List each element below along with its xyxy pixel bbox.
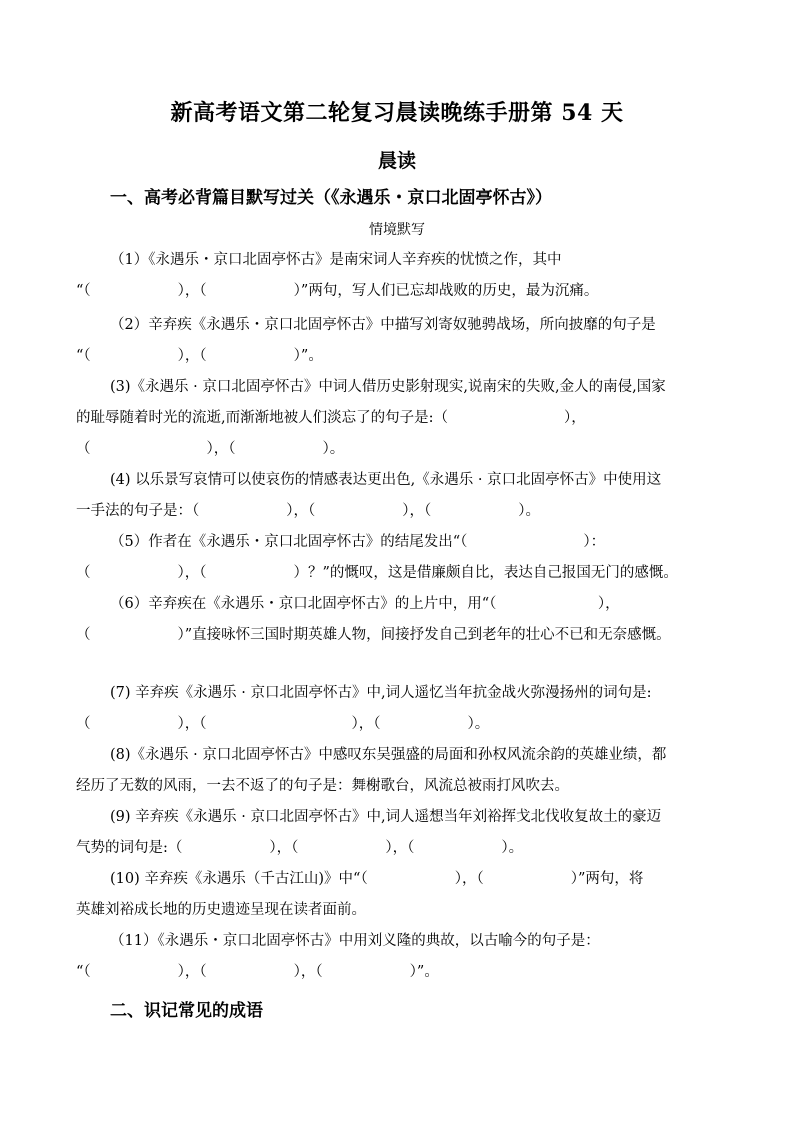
question-line: （5）作者在《永遇乐・京口北固亭怀古》的结尾发出“（ ）： [110, 534, 606, 550]
question-5 [76, 527, 731, 589]
question-line: （ ）”直接咏怀三国时期英雄人物，间接抒发自己到老年的壮心不已和无奈感慨。 [76, 627, 671, 643]
question-8 [76, 740, 731, 802]
question-6 [76, 589, 731, 651]
question-line: 英雄刘裕成长地的历史遗迹呈现在读者面前。 [76, 902, 366, 918]
question-line: （6）辛弃疾在《永遇乐・京口北固亭怀古》的上片中，用“（ ）， [110, 596, 620, 612]
question-line: （11）《永遇乐・京口北固亭怀古》中用刘义隆的典故，以古喻今的句子是： [110, 933, 600, 949]
section-2-heading: 二、识记常见的成语 [110, 1001, 263, 1021]
question-1 [76, 245, 731, 307]
question-line: (9) 辛弃疾《永遇乐 · 京口北固亭怀古》中,词人遥想当年刘裕挥戈北伐收复故土的豪迈 [110, 809, 662, 825]
section-1-heading: 一、高考必背篇目默写过关（《永遇乐・京口北固亭怀古》） [110, 188, 552, 208]
question-line: （ ），（ ），（ ）。 [76, 716, 490, 732]
question-line: 气势的词句是:（ ），（ ），（ ）。 [76, 840, 524, 856]
question-line: （2）辛弃疾《永遇乐・京口北固亭怀古》中描写刘寄奴驰骋战场，所向披靡的句子是 [110, 317, 656, 333]
question-9 [76, 802, 731, 864]
question-line: （ ），（ ）。 [76, 441, 345, 457]
question-line: 一手法的句子是：（ ），（ ），（ ）。 [76, 503, 540, 519]
question-line: (7) 辛弃疾《永遇乐 · 京口北固亭怀古》中,词人遥忆当年抗金战火弥漫扬州的词句是: [110, 685, 652, 701]
question-7 [76, 678, 731, 740]
section-1-label: 情境默写 [369, 222, 425, 238]
question-line: “（ ），（ ），（ ）”。 [76, 964, 439, 980]
question-3 [76, 372, 731, 465]
question-line: (3)《永遇乐 · 京口北固亭怀古》中词人借历史影射现实,说南宋的失败,金人的南侵,国家 [110, 379, 666, 395]
question-line: 的耻辱随着时光的流逝,而渐渐地被人们淡忘了的句子是:（ ）， [76, 410, 586, 426]
question-11 [76, 926, 731, 988]
question-line: 经历了无数的风雨，一去不返了的句子是：舞榭歌台，风流总被雨打风吹去。 [76, 778, 569, 794]
page-subtitle: 晨读 [377, 150, 416, 172]
question-2 [76, 310, 731, 372]
question-4 [76, 465, 731, 527]
question-line: (10) 辛弃疾《永遇乐（千古江山)》中“（ ），（ ）”两句，将 [110, 871, 644, 887]
question-line: (8)《永遇乐 · 京口北固亭怀古》中感叹东吴强盛的局面和孙权风流余韵的英雄业绩，都 [110, 747, 667, 763]
question-line: (4) 以乐景写哀情可以使哀伤的情感表达更出色,《永遇乐 · 京口北固亭怀古》中使用这 [110, 472, 662, 488]
question-line: “（ ），（ ）”两句，写人们已忘却战败的历史，最为沉痛。 [76, 283, 599, 299]
question-line: “（ ），（ ）”。 [76, 348, 323, 364]
question-10 [76, 864, 731, 926]
question-line: （ ），（ ）？”的慨叹，这是借廉颇自比，表达自己报国无门的感慨。 [76, 565, 678, 581]
question-line: （1）《永遇乐・京口北固亭怀古》是南宋词人辛弃疾的忧愤之作，其中 [110, 252, 562, 268]
page-title: 新高考语文第二轮复习晨读晚练手册第 54 天 [170, 100, 624, 126]
